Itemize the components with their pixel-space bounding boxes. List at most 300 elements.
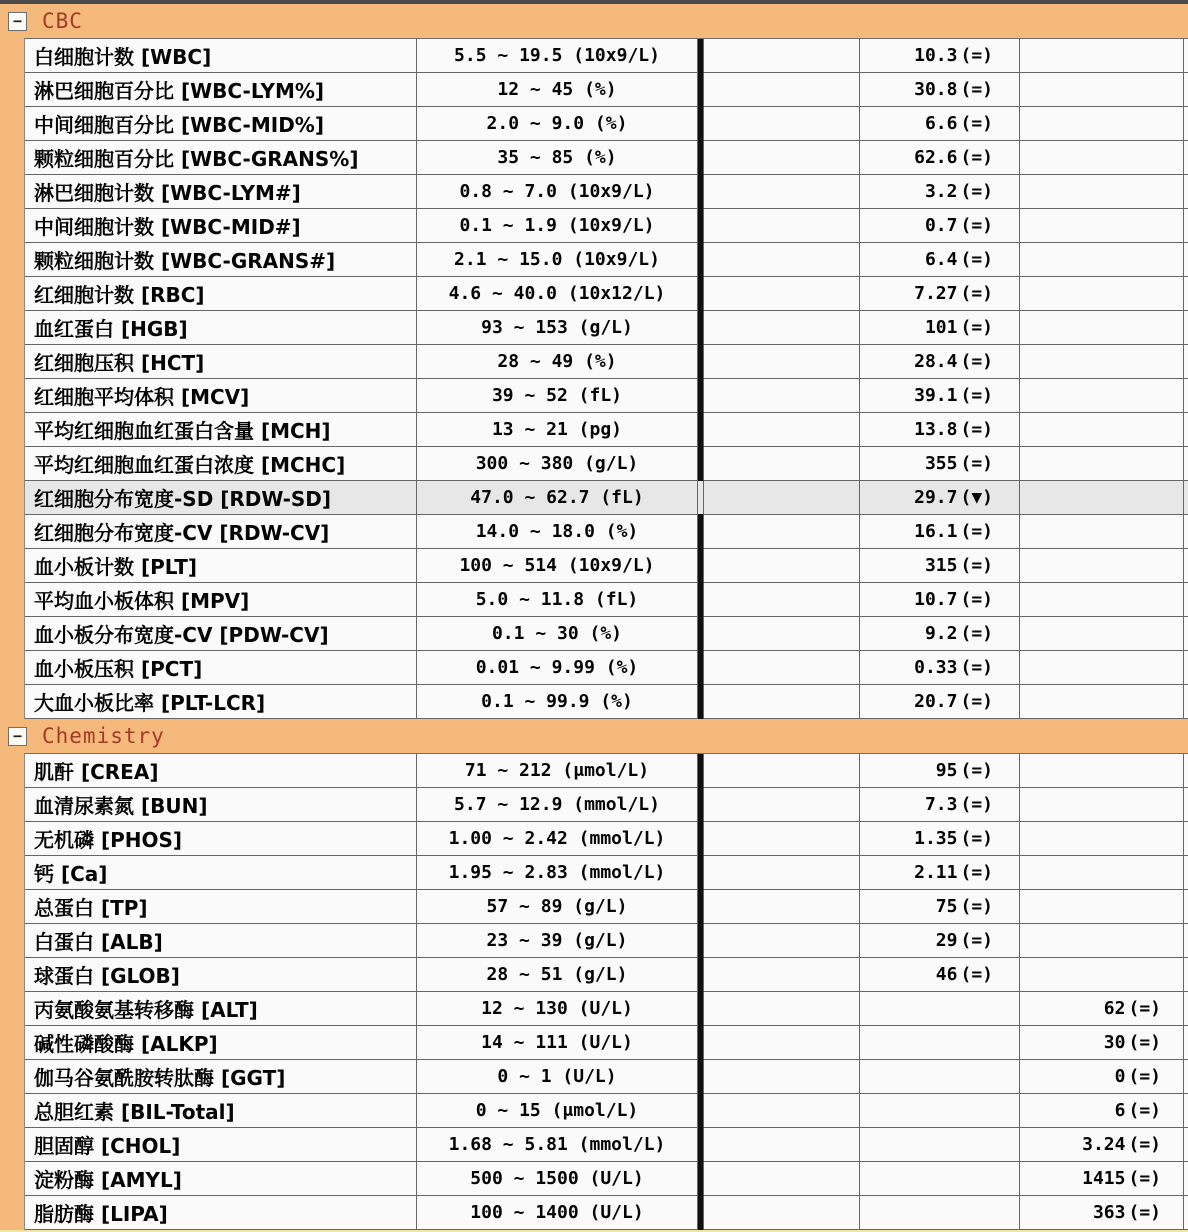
result-value: 46: [935, 964, 958, 985]
test-name: 大血小板比率 [PLT-LCR]: [25, 685, 417, 719]
result-cell: [860, 754, 1020, 788]
test-name: 平均红细胞血红蛋白含量 [MCH]: [25, 413, 417, 447]
empty-cell: [704, 413, 860, 447]
table-row[interactable]: [25, 685, 1188, 719]
table-row[interactable]: [25, 39, 1188, 73]
reference-range: 28 ~ 49 (%): [417, 345, 698, 379]
result-cell: [860, 617, 1020, 651]
result-flag-icon: (=): [1128, 1168, 1161, 1189]
result-cell: [860, 175, 1020, 209]
result-cell-right: [1020, 73, 1184, 107]
table-row[interactable]: [25, 311, 1188, 345]
test-name: 伽马谷氨酰胺转肽酶 [GGT]: [25, 1060, 417, 1094]
edge-sliver: [1184, 617, 1188, 651]
test-name: 血红蛋白 [HGB]: [25, 311, 417, 345]
result-cell: [860, 277, 1020, 311]
reference-range: 14.0 ~ 18.0 (%): [417, 515, 698, 549]
edge-sliver: [1184, 345, 1188, 379]
test-name: 钙 [Ca]: [25, 856, 417, 890]
result-cell: [860, 243, 1020, 277]
reference-range: 100 ~ 1400 (U/L): [417, 1196, 698, 1230]
result-value: 3.2: [924, 181, 958, 202]
result-flag-icon: (=): [960, 419, 993, 440]
result-value: 10.7: [914, 589, 958, 610]
result-flag-icon: (=): [960, 283, 993, 304]
result-flag-icon: (=): [960, 249, 993, 270]
reference-range: 5.0 ~ 11.8 (fL): [417, 583, 698, 617]
reference-range: 300 ~ 380 (g/L): [417, 447, 698, 481]
result-cell-right: [1020, 1094, 1184, 1128]
edge-sliver: [1184, 175, 1188, 209]
result-flag-icon: (=): [960, 657, 993, 678]
result-value: 1.35: [914, 828, 958, 849]
result-cell: [860, 1128, 1020, 1162]
test-name: 颗粒细胞百分比 [WBC-GRANS%]: [25, 141, 417, 175]
result-cell-right: [1020, 413, 1184, 447]
result-cell-right: [1020, 243, 1184, 277]
empty-cell: [704, 617, 860, 651]
collapse-icon[interactable]: −: [8, 727, 27, 746]
result-cell-right: [1020, 822, 1184, 856]
edge-sliver: [1184, 277, 1188, 311]
result-cell: [860, 1026, 1020, 1060]
result-cell: [860, 992, 1020, 1026]
result-cell-right: [1020, 379, 1184, 413]
table-row[interactable]: [25, 617, 1188, 651]
test-name: 总蛋白 [TP]: [25, 890, 417, 924]
result-cell-right: [1020, 515, 1184, 549]
result-value: 6.4: [924, 249, 958, 270]
reference-range: 39 ~ 52 (fL): [417, 379, 698, 413]
result-cell-right: [1020, 1060, 1184, 1094]
test-name: 中间细胞计数 [WBC-MID#]: [25, 209, 417, 243]
reference-range: 0.8 ~ 7.0 (10x9/L): [417, 175, 698, 209]
table-row[interactable]: [25, 651, 1188, 685]
result-value: 39.1: [914, 385, 958, 406]
section-header-chemistry: [0, 719, 1188, 753]
table-row[interactable]: [25, 379, 1188, 413]
result-flag-icon: (=): [960, 113, 993, 134]
empty-cell: [704, 924, 860, 958]
reference-range: 2.0 ~ 9.0 (%): [417, 107, 698, 141]
result-value: 20.7: [914, 691, 958, 712]
reference-range: 71 ~ 212 (μmol/L): [417, 754, 698, 788]
test-name: 白蛋白 [ALB]: [25, 924, 417, 958]
result-value: 10.3: [914, 45, 958, 66]
edge-sliver: [1184, 1128, 1188, 1162]
empty-cell: [704, 583, 860, 617]
result-value: 30: [1103, 1032, 1126, 1053]
result-flag-icon: (=): [1128, 1202, 1161, 1223]
result-flag-icon: (=): [1128, 998, 1161, 1019]
result-cell: [860, 39, 1020, 73]
test-name: 胆固醇 [CHOL]: [25, 1128, 417, 1162]
reference-range: 5.5 ~ 19.5 (10x9/L): [417, 39, 698, 73]
test-name: 脂肪酶 [LIPA]: [25, 1196, 417, 1230]
result-value: 75: [935, 896, 958, 917]
result-flag-icon: (=): [960, 555, 993, 576]
reference-range: 4.6 ~ 40.0 (10x12/L): [417, 277, 698, 311]
reference-range: 23 ~ 39 (g/L): [417, 924, 698, 958]
result-value: 62: [1103, 998, 1126, 1019]
empty-cell: [704, 788, 860, 822]
test-name: 淋巴细胞计数 [WBC-LYM#]: [25, 175, 417, 209]
result-cell-right: [1020, 175, 1184, 209]
collapse-icon[interactable]: −: [8, 12, 27, 31]
result-value: 355: [924, 453, 958, 474]
result-flag-icon: (=): [960, 964, 993, 985]
result-value: 7.3: [924, 794, 958, 815]
result-flag-icon: (=): [960, 385, 993, 406]
result-flag-icon: (=): [960, 351, 993, 372]
table-row[interactable]: [25, 277, 1188, 311]
result-cell-right: [1020, 1128, 1184, 1162]
test-name: 总胆红素 [BIL-Total]: [25, 1094, 417, 1128]
edge-sliver: [1184, 209, 1188, 243]
result-cell-right: [1020, 754, 1184, 788]
reference-range: 0.1 ~ 99.9 (%): [417, 685, 698, 719]
table-row[interactable]: [25, 345, 1188, 379]
test-name: 平均血小板体积 [MPV]: [25, 583, 417, 617]
empty-cell: [704, 311, 860, 345]
section-label-chemistry[interactable]: Chemistry: [42, 724, 165, 748]
result-flag-icon: (=): [960, 623, 993, 644]
empty-cell: [704, 1094, 860, 1128]
edge-sliver: [1184, 685, 1188, 719]
empty-cell: [704, 992, 860, 1026]
edge-sliver: [1184, 583, 1188, 617]
edge-sliver: [1184, 651, 1188, 685]
result-cell-right: [1020, 345, 1184, 379]
result-value: 0.33: [914, 657, 958, 678]
table-row[interactable]: [25, 958, 1188, 992]
test-name: 红细胞压积 [HCT]: [25, 345, 417, 379]
test-name: 血清尿素氮 [BUN]: [25, 788, 417, 822]
result-value: 315: [924, 555, 958, 576]
table-row[interactable]: [25, 1060, 1188, 1094]
result-flag-icon: (=): [960, 453, 993, 474]
table-row[interactable]: [25, 107, 1188, 141]
edge-sliver: [1184, 1094, 1188, 1128]
result-cell: [860, 311, 1020, 345]
test-name: 无机磷 [PHOS]: [25, 822, 417, 856]
result-value: 363: [1092, 1202, 1126, 1223]
table-row[interactable]: [25, 413, 1188, 447]
empty-cell: [704, 1128, 860, 1162]
result-cell-right: [1020, 890, 1184, 924]
result-cell: [860, 958, 1020, 992]
edge-sliver: [1184, 856, 1188, 890]
edge-sliver: [1184, 447, 1188, 481]
test-name: 血小板压积 [PCT]: [25, 651, 417, 685]
reference-range: 13 ~ 21 (pg): [417, 413, 698, 447]
result-cell: [860, 1196, 1020, 1230]
result-cell-right: [1020, 107, 1184, 141]
test-name: 白细胞计数 [WBC]: [25, 39, 417, 73]
result-flag-icon: (=): [960, 79, 993, 100]
result-cell: [860, 515, 1020, 549]
table-row[interactable]: [25, 754, 1188, 788]
empty-cell: [704, 277, 860, 311]
table-row[interactable]: [25, 583, 1188, 617]
test-name: 碱性磷酸酶 [ALKP]: [25, 1026, 417, 1060]
result-value: 0: [1114, 1066, 1126, 1087]
test-name: 肌酐 [CREA]: [25, 754, 417, 788]
result-value: 0.7: [924, 215, 958, 236]
empty-cell: [704, 549, 860, 583]
result-cell: [860, 379, 1020, 413]
result-cell: [860, 890, 1020, 924]
edge-sliver: [1184, 481, 1188, 515]
empty-cell: [704, 107, 860, 141]
test-name: 红细胞分布宽度-SD [RDW-SD]: [25, 481, 417, 515]
result-cell-right: [1020, 1026, 1184, 1060]
empty-cell: [704, 958, 860, 992]
result-flag-icon: (=): [960, 317, 993, 338]
table-row[interactable]: [25, 243, 1188, 277]
empty-cell: [704, 685, 860, 719]
result-cell-right: [1020, 311, 1184, 345]
result-flag-icon: (▼): [960, 487, 993, 508]
result-value: 6.6: [924, 113, 958, 134]
table-row[interactable]: [25, 209, 1188, 243]
result-flag-icon: (=): [1128, 1100, 1161, 1121]
reference-range: 14 ~ 111 (U/L): [417, 1026, 698, 1060]
result-cell-right: [1020, 141, 1184, 175]
reference-range: 0 ~ 15 (μmol/L): [417, 1094, 698, 1128]
test-name: 血小板分布宽度-CV [PDW-CV]: [25, 617, 417, 651]
empty-cell: [704, 822, 860, 856]
table-row[interactable]: [25, 73, 1188, 107]
test-name: 红细胞计数 [RBC]: [25, 277, 417, 311]
result-cell: [860, 651, 1020, 685]
result-cell-right: [1020, 583, 1184, 617]
test-name: 红细胞分布宽度-CV [RDW-CV]: [25, 515, 417, 549]
edge-sliver: [1184, 1060, 1188, 1094]
result-flag-icon: (=): [960, 760, 993, 781]
result-flag-icon: (=): [1128, 1134, 1161, 1155]
result-cell: [860, 209, 1020, 243]
reference-range: 5.7 ~ 12.9 (mmol/L): [417, 788, 698, 822]
table-row[interactable]: [25, 447, 1188, 481]
reference-range: 35 ~ 85 (%): [417, 141, 698, 175]
result-cell-right: [1020, 447, 1184, 481]
result-cell: [860, 141, 1020, 175]
test-name: 中间细胞百分比 [WBC-MID%]: [25, 107, 417, 141]
table-row[interactable]: [25, 1128, 1188, 1162]
table-row[interactable]: [25, 141, 1188, 175]
test-name: 红细胞平均体积 [MCV]: [25, 379, 417, 413]
result-cell-right: [1020, 788, 1184, 822]
reference-range: 1.68 ~ 5.81 (mmol/L): [417, 1128, 698, 1162]
result-flag-icon: (=): [960, 828, 993, 849]
result-value: 7.27: [914, 283, 958, 304]
result-cell: [860, 107, 1020, 141]
result-cell-right: [1020, 685, 1184, 719]
result-value: 2.11: [914, 862, 958, 883]
result-value: 28.4: [914, 351, 958, 372]
result-cell-right: [1020, 209, 1184, 243]
reference-range: 1.00 ~ 2.42 (mmol/L): [417, 822, 698, 856]
reference-range: 500 ~ 1500 (U/L): [417, 1162, 698, 1196]
result-cell-right: [1020, 481, 1184, 515]
result-cell-right: [1020, 958, 1184, 992]
table-row[interactable]: [25, 856, 1188, 890]
result-value: 62.6: [914, 147, 958, 168]
empty-cell: [704, 39, 860, 73]
result-flag-icon: (=): [960, 181, 993, 202]
empty-cell: [704, 1060, 860, 1094]
empty-cell: [704, 447, 860, 481]
cbc-table: [24, 38, 1188, 719]
edge-sliver: [1184, 515, 1188, 549]
empty-cell: [704, 1026, 860, 1060]
empty-cell: [704, 209, 860, 243]
result-cell-right: [1020, 617, 1184, 651]
reference-range: 12 ~ 45 (%): [417, 73, 698, 107]
result-value: 95: [935, 760, 958, 781]
reference-range: 57 ~ 89 (g/L): [417, 890, 698, 924]
result-cell: [860, 481, 1020, 515]
section-header-cbc: [0, 4, 1188, 38]
test-name: 血小板计数 [PLT]: [25, 549, 417, 583]
edge-sliver: [1184, 39, 1188, 73]
result-flag-icon: (=): [960, 45, 993, 66]
edge-sliver: [1184, 549, 1188, 583]
test-name: 丙氨酸氨基转移酶 [ALT]: [25, 992, 417, 1026]
result-flag-icon: (=): [960, 930, 993, 951]
empty-cell: [704, 651, 860, 685]
result-value: 13.8: [914, 419, 958, 440]
edge-sliver: [1184, 107, 1188, 141]
test-name: 颗粒细胞计数 [WBC-GRANS#]: [25, 243, 417, 277]
empty-cell: [704, 856, 860, 890]
result-cell: [860, 447, 1020, 481]
reference-range: 93 ~ 153 (g/L): [417, 311, 698, 345]
result-flag-icon: (=): [1128, 1032, 1161, 1053]
test-name: 平均红细胞血红蛋白浓度 [MCHC]: [25, 447, 417, 481]
result-cell: [860, 73, 1020, 107]
test-name: 淋巴细胞百分比 [WBC-LYM%]: [25, 73, 417, 107]
reference-range: 0.1 ~ 30 (%): [417, 617, 698, 651]
table-row[interactable]: [25, 515, 1188, 549]
result-cell: [860, 856, 1020, 890]
reference-range: 12 ~ 130 (U/L): [417, 992, 698, 1026]
result-cell: [860, 1060, 1020, 1094]
empty-cell: [704, 754, 860, 788]
table-row[interactable]: [25, 549, 1188, 583]
edge-sliver: [1184, 924, 1188, 958]
result-cell: [860, 685, 1020, 719]
result-cell-right: [1020, 924, 1184, 958]
section-label-cbc[interactable]: CBC: [42, 9, 83, 33]
reference-range: 0.1 ~ 1.9 (10x9/L): [417, 209, 698, 243]
result-cell-right: [1020, 1162, 1184, 1196]
result-flag-icon: (=): [960, 147, 993, 168]
result-cell-right: [1020, 277, 1184, 311]
edge-sliver: [1184, 1026, 1188, 1060]
empty-cell: [704, 243, 860, 277]
empty-cell: [704, 515, 860, 549]
result-cell: [860, 345, 1020, 379]
result-value: 29.7: [914, 487, 958, 508]
table-row[interactable]: [25, 822, 1188, 856]
result-flag-icon: (=): [960, 862, 993, 883]
edge-sliver: [1184, 1196, 1188, 1230]
edge-sliver: [1184, 1162, 1188, 1196]
edge-sliver: [1184, 243, 1188, 277]
result-cell-right: [1020, 39, 1184, 73]
result-cell: [860, 1162, 1020, 1196]
table-row[interactable]: [25, 481, 1188, 515]
result-cell-right: [1020, 992, 1184, 1026]
result-cell: [860, 822, 1020, 856]
result-value: 6: [1114, 1100, 1126, 1121]
edge-sliver: [1184, 992, 1188, 1026]
edge-sliver: [1184, 141, 1188, 175]
reference-range: 47.0 ~ 62.7 (fL): [417, 481, 698, 515]
table-row[interactable]: [25, 1026, 1188, 1060]
test-name: 淀粉酶 [AMYL]: [25, 1162, 417, 1196]
result-flag-icon: (=): [1128, 1066, 1161, 1087]
reference-range: 28 ~ 51 (g/L): [417, 958, 698, 992]
reference-range: 0.01 ~ 9.99 (%): [417, 651, 698, 685]
result-cell: [860, 583, 1020, 617]
edge-sliver: [1184, 379, 1188, 413]
table-row[interactable]: [25, 1094, 1188, 1128]
table-row[interactable]: [25, 175, 1188, 209]
empty-cell: [704, 345, 860, 379]
result-value: 30.8: [914, 79, 958, 100]
empty-cell: [704, 481, 860, 515]
result-value: 16.1: [914, 521, 958, 542]
edge-sliver: [1184, 890, 1188, 924]
empty-cell: [704, 890, 860, 924]
reference-range: 100 ~ 514 (10x9/L): [417, 549, 698, 583]
table-row[interactable]: [25, 1196, 1188, 1230]
table-row[interactable]: [25, 992, 1188, 1026]
result-cell: [860, 1094, 1020, 1128]
result-flag-icon: (=): [960, 215, 993, 236]
edge-sliver: [1184, 788, 1188, 822]
reference-range: 2.1 ~ 15.0 (10x9/L): [417, 243, 698, 277]
result-value: 3.24: [1082, 1134, 1126, 1155]
table-row[interactable]: [25, 890, 1188, 924]
empty-cell: [704, 379, 860, 413]
table-row[interactable]: [25, 1162, 1188, 1196]
empty-cell: [704, 73, 860, 107]
chemistry-table: [24, 753, 1188, 1230]
result-cell-right: [1020, 651, 1184, 685]
result-cell-right: [1020, 1196, 1184, 1230]
result-value: 29: [935, 930, 958, 951]
result-flag-icon: (=): [960, 589, 993, 610]
edge-sliver: [1184, 822, 1188, 856]
reference-range: 1.95 ~ 2.83 (mmol/L): [417, 856, 698, 890]
empty-cell: [704, 1196, 860, 1230]
result-flag-icon: (=): [960, 896, 993, 917]
result-value: 1415: [1082, 1168, 1126, 1189]
table-row[interactable]: [25, 924, 1188, 958]
table-row[interactable]: [25, 788, 1188, 822]
result-cell-right: [1020, 856, 1184, 890]
empty-cell: [704, 1162, 860, 1196]
edge-sliver: [1184, 413, 1188, 447]
result-flag-icon: (=): [960, 521, 993, 542]
result-cell: [860, 788, 1020, 822]
edge-sliver: [1184, 754, 1188, 788]
edge-sliver: [1184, 73, 1188, 107]
